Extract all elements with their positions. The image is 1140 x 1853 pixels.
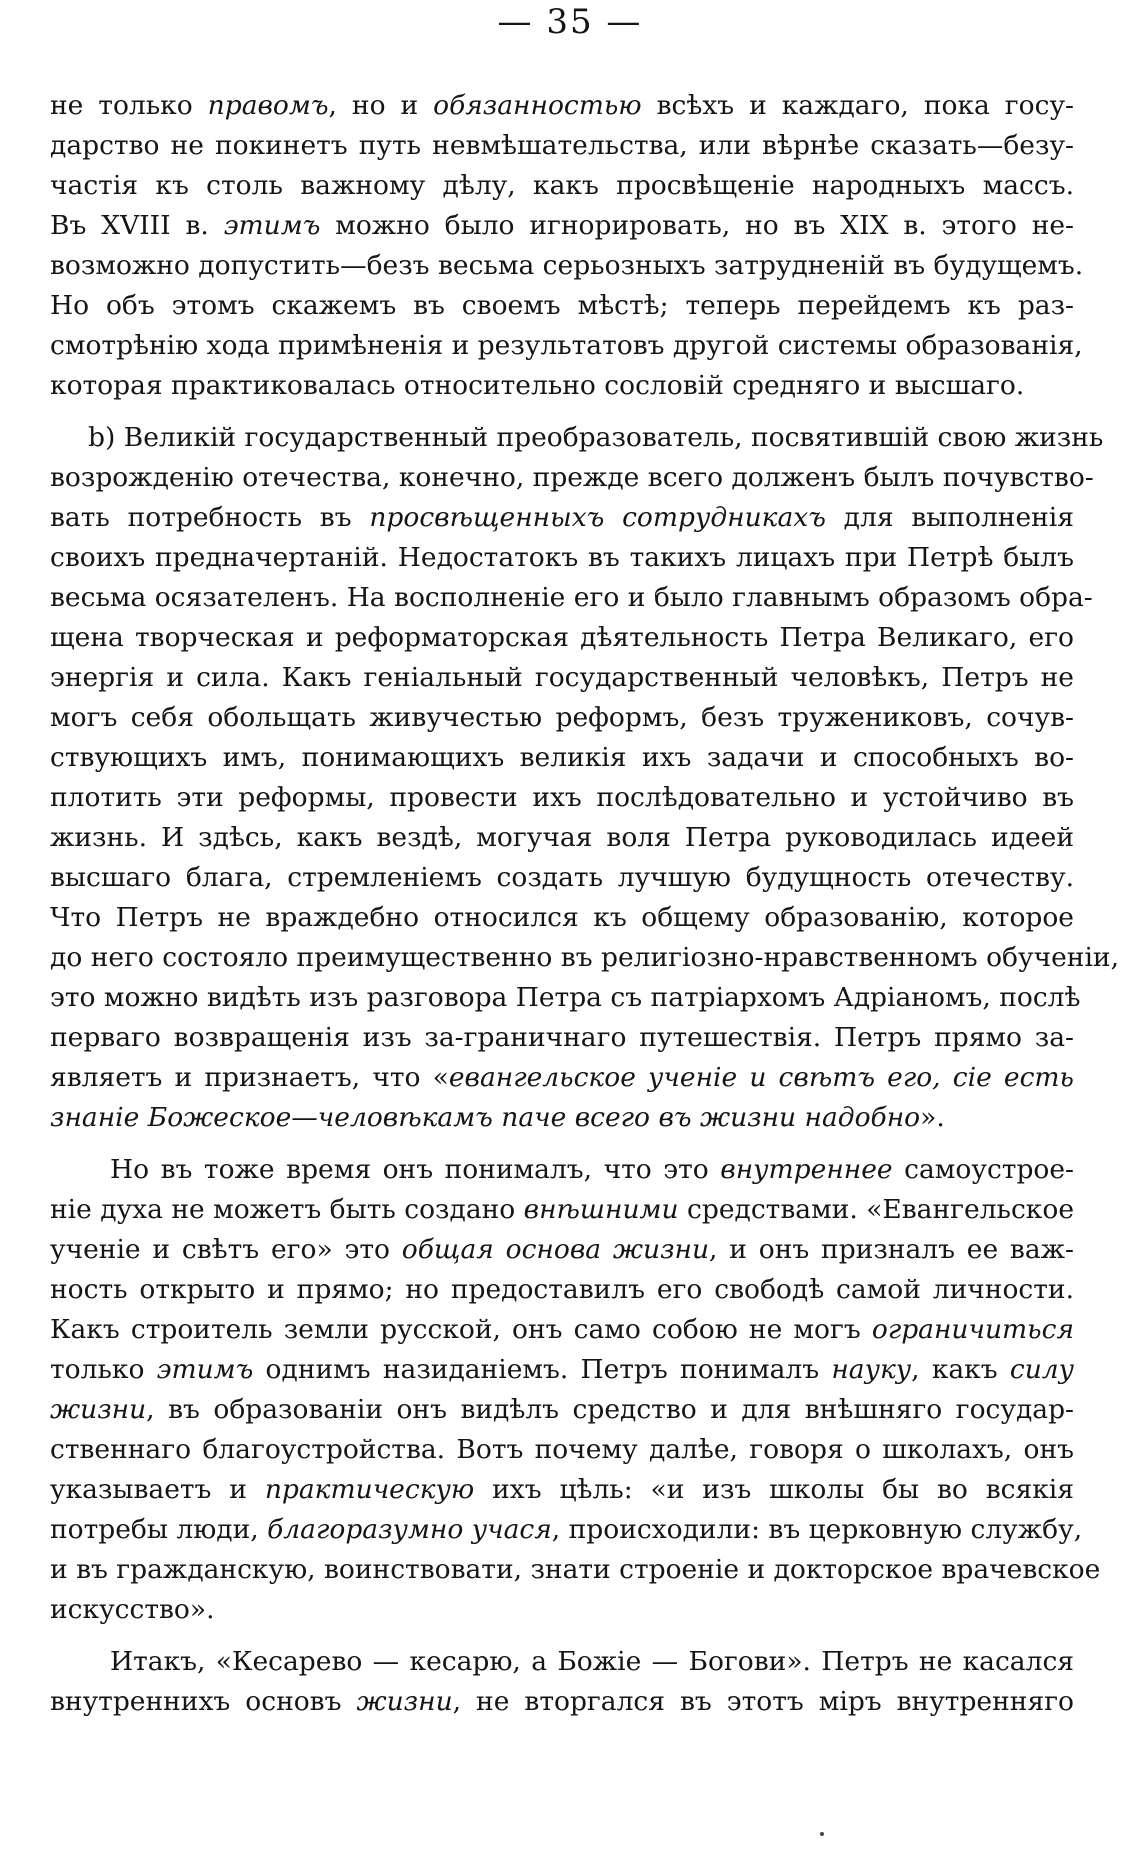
text-line: щена творческая и реформаторская дѣятельность Петра Великаго, его — [50, 622, 1074, 653]
text-line: жизни, въ образованіи онъ видѣлъ средство и для внѣшняго государ- — [50, 1394, 1074, 1425]
text-line: высшаго блага, стремленіемъ создать лучшую будущность отечеству. — [50, 862, 1074, 893]
text-line: ность открыто и прямо; но предоставилъ его свободѣ самой личности. — [50, 1274, 1074, 1305]
text-line: жизнь. И здѣсь, какъ вездѣ, могучая воля Петра руководилась идеей — [50, 822, 1074, 853]
text-line: дарство не покинетъ путь невмѣшательства, или вѣрнѣе сказать—безу- — [50, 130, 1074, 161]
text-line: это можно видѣть изъ разговора Петра съ патріархомъ Адріаномъ, послѣ — [50, 982, 1081, 1013]
text-line: Но въ тоже время онъ понималъ, что это внутреннее самоустрое- — [110, 1154, 1075, 1185]
print-speck — [820, 1832, 824, 1836]
text-line: искусство». — [50, 1594, 215, 1625]
text-line: частія къ столь важному дѣлу, какъ просвѣщеніе народныхъ массъ. — [50, 170, 1074, 201]
text-line: ніе духа не можетъ быть создано внѣшними средствами. «Евангельское — [50, 1194, 1074, 1225]
text-line: ствующихъ имъ, понимающихъ великія ихъ задачи и способныхъ во- — [50, 742, 1074, 773]
text-line: своихъ предначертаній. Недостатокъ въ такихъ лицахъ при Петрѣ былъ — [50, 542, 1074, 573]
text-line: указываетъ и практическую ихъ цѣль: «и изъ школы бы во всякія — [50, 1474, 1074, 1505]
text-line: вать потребность въ просвѣщенныхъ сотрудникахъ для выполненія — [50, 502, 1074, 533]
text-line: знаніе Божеское—человѣкамъ паче всего въ жизни надобно». — [50, 1102, 945, 1133]
text-line: Какъ строитель земли русской, онъ само собою не могъ ограничиться — [50, 1314, 1074, 1345]
text-line: до него состояло преимущественно въ религіозно-нравственномъ обученіи, — [50, 942, 1120, 973]
text-line: только этимъ однимъ назиданіемъ. Петръ понималъ науку, какъ силу — [50, 1354, 1075, 1385]
text-line: ственнаго благоустройства. Вотъ почему далѣе, говоря о школахъ, онъ — [50, 1434, 1074, 1465]
paragraph-2 — [50, 418, 1120, 1138]
paragraph-3 — [50, 1150, 1101, 1630]
text-line: которая практиковалась относительно сословій средняго и высшаго. — [50, 370, 1025, 401]
text-line: b) Великій государственный преобразователь, посвятившій свою жизнь — [88, 422, 1104, 453]
text-line: Но объ этомъ скажемъ въ своемъ мѣстѣ; теперь перейдемъ къ раз- — [50, 290, 1074, 321]
paragraph-4 — [50, 1642, 1074, 1722]
text-line: Итакъ, «Кесарево — кесарю, а Божіе — Богови». Петръ не касался — [110, 1646, 1074, 1677]
text-line: смотрѣнію хода примѣненія и результатовъ другой системы образованія, — [50, 330, 1083, 361]
text-line: могъ себя обольщать живучестью реформъ, безъ тружениковъ, сочув- — [50, 702, 1074, 733]
text-line: внутреннихъ основъ жизни, не вторгался въ этотъ міръ внутренняго — [50, 1686, 1074, 1717]
text-line: не только правомъ, но и обязанностью всѣхъ и каждаго, пока госу- — [50, 90, 1074, 121]
text-line: возрожденію отечества, конечно, прежде всего долженъ былъ почувство- — [50, 462, 1094, 493]
text-line: Что Петръ не враждебно относился къ общему образованію, которое — [50, 902, 1074, 933]
text-line: потребы люди, благоразумно учася, происходили: въ церковную службу, — [50, 1514, 1083, 1545]
paragraph-1 — [50, 86, 1084, 406]
text-line: весьма осязателенъ. На восполненіе его и было главнымъ образомъ обра- — [50, 582, 1093, 613]
page-body — [50, 86, 1120, 1722]
text-line: перваго возвращенія изъ за-граничнаго путешествія. Петръ прямо за- — [50, 1022, 1074, 1053]
text-line: и въ гражданскую, воинствовати, знати строеніе и докторское врачевское — [50, 1554, 1101, 1585]
text-line: возможно допустить—безъ весьма серьозныхъ затрудненій въ будущемъ. — [50, 250, 1084, 281]
page-number: — 35 — — [497, 2, 643, 42]
text-line: плотить эти реформы, провести ихъ послѣдовательно и устойчиво въ — [50, 782, 1074, 813]
text-line: ученіе и свѣтъ его» это общая основа жизни, и онъ призналъ ее важ- — [50, 1234, 1074, 1265]
text-line: энергія и сила. Какъ геніальный государственный человѣкъ, Петръ не — [50, 662, 1074, 693]
text-line: являетъ и признаетъ, что «евангельское ученіе и свѣтъ его, сіе есть — [50, 1062, 1074, 1093]
text-line: Въ XVIII в. этимъ можно было игнорировать, но въ XIX в. этого не- — [50, 210, 1074, 241]
